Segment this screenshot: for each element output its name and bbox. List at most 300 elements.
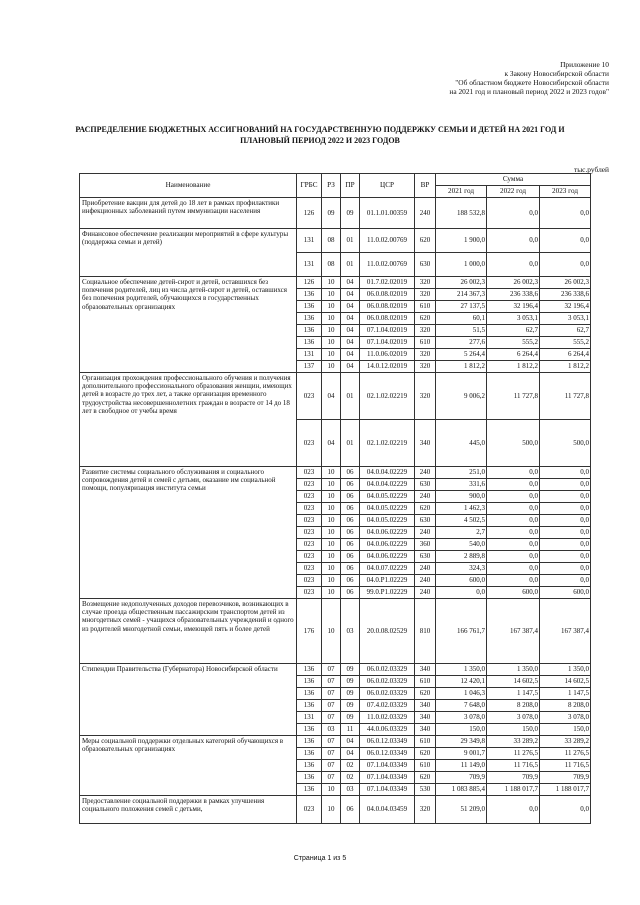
cell-v2023: 500,0 — [540, 420, 591, 467]
cell-v2022: 1 147,5 — [487, 688, 540, 700]
cell-v2021: 1 812,2 — [436, 361, 487, 373]
cell-vr: 240 — [415, 563, 436, 575]
cell-grbs: 131 — [297, 253, 322, 277]
cell-v2021: 29 349,8 — [436, 736, 487, 748]
cell-v2021: 2 889,8 — [436, 551, 487, 563]
row-name: Финансовое обеспечение реализации мероприятий в сфере культуры (поддержка семьи и детей) — [80, 229, 297, 277]
table-body — [80, 198, 591, 824]
cell-v2023: 0,0 — [540, 467, 591, 479]
cell-rz: 07 — [322, 772, 341, 784]
cell-grbs: 136 — [297, 289, 322, 301]
cell-pr: 04 — [341, 313, 360, 325]
cell-vr: 240 — [415, 467, 436, 479]
cell-v2023: 1 812,2 — [540, 361, 591, 373]
cell-vr: 610 — [415, 736, 436, 748]
cell-grbs: 136 — [297, 301, 322, 313]
cell-rz: 10 — [322, 325, 341, 337]
cell-grbs: 131 — [297, 349, 322, 361]
cell-csr: 04.0.04.02229 — [360, 467, 415, 479]
cell-vr: 810 — [415, 599, 436, 664]
cell-v2023: 33 289,2 — [540, 736, 591, 748]
cell-vr: 340 — [415, 420, 436, 467]
row-name: Возмещение недополученных доходов перевозчиков, возникающих в случае проезда общественным пассажирским транспортом детей из многодетных семей - учащихся образовательных учреждений и одного из родителей многодетной семьи, имеющей пять и более детей — [80, 599, 297, 664]
cell-v2023: 555,2 — [540, 337, 591, 349]
cell-rz: 07 — [322, 760, 341, 772]
header-grbs: ГРБС — [297, 174, 322, 198]
cell-vr: 620 — [415, 313, 436, 325]
cell-v2021: 60,1 — [436, 313, 487, 325]
cell-v2021: 188 532,8 — [436, 198, 487, 229]
appendix-line: "Об областном бюджете Новосибирской области — [455, 78, 609, 87]
cell-pr: 06 — [341, 503, 360, 515]
cell-pr: 03 — [341, 784, 360, 796]
cell-v2022: 0,0 — [487, 229, 540, 253]
cell-csr: 11.0.02.03329 — [360, 712, 415, 724]
cell-v2023: 11 276,5 — [540, 748, 591, 760]
cell-vr: 320 — [415, 325, 436, 337]
cell-v2021: 9 006,2 — [436, 373, 487, 420]
cell-v2021: 709,9 — [436, 772, 487, 784]
cell-pr: 06 — [341, 515, 360, 527]
cell-rz: 10 — [322, 539, 341, 551]
cell-rz: 10 — [322, 479, 341, 491]
cell-v2022: 0,0 — [487, 491, 540, 503]
table-row — [80, 467, 591, 479]
cell-v2021: 1 046,3 — [436, 688, 487, 700]
cell-vr: 240 — [415, 527, 436, 539]
cell-vr: 610 — [415, 676, 436, 688]
cell-rz: 10 — [322, 784, 341, 796]
cell-v2022: 32 196,4 — [487, 301, 540, 313]
cell-v2022: 0,0 — [487, 575, 540, 587]
cell-csr: 06.0.12.03349 — [360, 736, 415, 748]
cell-grbs: 176 — [297, 599, 322, 664]
cell-csr: 04.0.05.02229 — [360, 515, 415, 527]
cell-csr: 06.0.08.02019 — [360, 301, 415, 313]
cell-v2021: 445,0 — [436, 420, 487, 467]
cell-grbs: 136 — [297, 748, 322, 760]
header-2021: 2021 год — [436, 186, 487, 198]
cell-pr: 06 — [341, 796, 360, 824]
cell-rz: 10 — [322, 361, 341, 373]
cell-v2021: 331,6 — [436, 479, 487, 491]
cell-v2021: 51 209,0 — [436, 796, 487, 824]
cell-v2022: 33 289,2 — [487, 736, 540, 748]
cell-rz: 10 — [322, 599, 341, 664]
cell-rz: 07 — [322, 688, 341, 700]
cell-grbs: 136 — [297, 760, 322, 772]
table-header — [80, 174, 591, 198]
cell-csr: 07.1.04.03349 — [360, 772, 415, 784]
cell-v2023: 0,0 — [540, 575, 591, 587]
cell-v2021: 150,0 — [436, 724, 487, 736]
cell-v2022: 500,0 — [487, 420, 540, 467]
cell-grbs: 136 — [297, 700, 322, 712]
cell-rz: 10 — [322, 337, 341, 349]
cell-v2023: 709,9 — [540, 772, 591, 784]
cell-csr: 11.0.02.00769 — [360, 253, 415, 277]
cell-v2021: 251,0 — [436, 467, 487, 479]
cell-v2021: 166 761,7 — [436, 599, 487, 664]
cell-v2022: 0,0 — [487, 796, 540, 824]
cell-csr: 07.4.02.03329 — [360, 700, 415, 712]
cell-v2023: 1 147,5 — [540, 688, 591, 700]
cell-v2022: 555,2 — [487, 337, 540, 349]
cell-v2022: 6 264,4 — [487, 349, 540, 361]
cell-v2022: 0,0 — [487, 527, 540, 539]
cell-v2021: 540,0 — [436, 539, 487, 551]
cell-grbs: 023 — [297, 491, 322, 503]
cell-vr: 630 — [415, 479, 436, 491]
cell-v2023: 0,0 — [540, 479, 591, 491]
cell-vr: 610 — [415, 301, 436, 313]
cell-grbs: 136 — [297, 772, 322, 784]
cell-csr: 06.0.02.03329 — [360, 664, 415, 676]
document-title: РАСПРЕДЕЛЕНИЕ БЮДЖЕТНЫХ АССИГНОВАНИЙ НА ГОСУДАРСТВЕННУЮ ПОДДЕРЖКУ СЕМЬИ И ДЕТЕЙ НА 2021 ГОД И ПЛАНОВЫЙ ПЕРИОД 2022 И 2023 ГОДОВ — [75, 125, 565, 145]
cell-v2022: 1 350,0 — [487, 664, 540, 676]
cell-vr: 620 — [415, 748, 436, 760]
cell-grbs: 023 — [297, 503, 322, 515]
cell-v2022: 0,0 — [487, 503, 540, 515]
cell-v2022: 1 812,2 — [487, 361, 540, 373]
appendix-line: к Закону Новосибирской области — [504, 69, 609, 78]
cell-vr: 240 — [415, 587, 436, 599]
header-2022: 2022 год — [487, 186, 540, 198]
cell-rz: 07 — [322, 736, 341, 748]
cell-csr: 04.0.P1.02229 — [360, 575, 415, 587]
cell-vr: 340 — [415, 664, 436, 676]
cell-pr: 11 — [341, 724, 360, 736]
cell-vr: 620 — [415, 229, 436, 253]
cell-pr: 06 — [341, 551, 360, 563]
cell-v2023: 0,0 — [540, 198, 591, 229]
cell-rz: 10 — [322, 575, 341, 587]
cell-pr: 02 — [341, 772, 360, 784]
cell-v2022: 62,7 — [487, 325, 540, 337]
cell-v2022: 150,0 — [487, 724, 540, 736]
cell-vr: 240 — [415, 491, 436, 503]
cell-v2021: 5 264,4 — [436, 349, 487, 361]
cell-rz: 07 — [322, 748, 341, 760]
cell-pr: 02 — [341, 760, 360, 772]
row-name: Организация прохождения профессионального обучения и получения дополнительного профессионального образования женщин, имеющих детей в возрасте до трех лет, а также организация временного трудоустройства несовершеннолетних граждан в возрасте от 14 до 18 лет в свободное от учебы время — [80, 373, 297, 467]
cell-vr: 620 — [415, 772, 436, 784]
cell-grbs: 136 — [297, 313, 322, 325]
cell-grbs: 136 — [297, 676, 322, 688]
cell-rz: 07 — [322, 700, 341, 712]
cell-v2023: 11 727,8 — [540, 373, 591, 420]
cell-v2022: 0,0 — [487, 539, 540, 551]
cell-vr: 320 — [415, 277, 436, 289]
budget-table — [79, 173, 591, 824]
cell-csr: 06.0.08.02019 — [360, 313, 415, 325]
cell-pr: 06 — [341, 587, 360, 599]
page-footer: Страница 1 из 5 — [293, 855, 347, 862]
table-row — [80, 198, 591, 229]
cell-v2023: 62,7 — [540, 325, 591, 337]
cell-pr: 06 — [341, 539, 360, 551]
cell-v2023: 11 716,5 — [540, 760, 591, 772]
table-row — [80, 736, 591, 748]
cell-pr: 04 — [341, 337, 360, 349]
cell-pr: 04 — [341, 289, 360, 301]
cell-v2022: 0,0 — [487, 551, 540, 563]
cell-v2021: 1 462,3 — [436, 503, 487, 515]
cell-v2022: 11 716,5 — [487, 760, 540, 772]
cell-csr: 02.1.02.02219 — [360, 373, 415, 420]
cell-v2023: 3 078,0 — [540, 712, 591, 724]
cell-v2023: 0,0 — [540, 253, 591, 277]
cell-pr: 01 — [341, 253, 360, 277]
cell-v2023: 0,0 — [540, 563, 591, 575]
cell-vr: 630 — [415, 551, 436, 563]
cell-vr: 320 — [415, 289, 436, 301]
cell-rz: 04 — [322, 373, 341, 420]
cell-v2021: 324,3 — [436, 563, 487, 575]
cell-pr: 09 — [341, 676, 360, 688]
cell-v2023: 8 208,0 — [540, 700, 591, 712]
cell-grbs: 023 — [297, 563, 322, 575]
cell-csr: 07.1.04.02019 — [360, 325, 415, 337]
cell-rz: 10 — [322, 551, 341, 563]
cell-rz: 07 — [322, 712, 341, 724]
cell-vr: 620 — [415, 688, 436, 700]
cell-v2022: 0,0 — [487, 253, 540, 277]
cell-rz: 10 — [322, 349, 341, 361]
cell-v2023: 6 264,4 — [540, 349, 591, 361]
cell-pr: 09 — [341, 688, 360, 700]
cell-v2023: 0,0 — [540, 503, 591, 515]
header-vr: ВР — [415, 174, 436, 198]
appendix-block — [349, 60, 609, 96]
cell-v2021: 3 078,0 — [436, 712, 487, 724]
cell-grbs: 023 — [297, 587, 322, 599]
row-name: Развитие системы социального обслуживания и социального сопровождения детей и семей с детьми, оказание им социальной помощи, популяризация института семьи — [80, 467, 297, 599]
cell-v2023: 3 053,1 — [540, 313, 591, 325]
cell-pr: 06 — [341, 467, 360, 479]
cell-v2021: 51,5 — [436, 325, 487, 337]
cell-pr: 04 — [341, 301, 360, 313]
cell-pr: 01 — [341, 373, 360, 420]
cell-csr: 04.0.04.02229 — [360, 479, 415, 491]
cell-v2022: 14 602,5 — [487, 676, 540, 688]
cell-grbs: 126 — [297, 198, 322, 229]
cell-grbs: 023 — [297, 479, 322, 491]
appendix-line: на 2021 год и плановый период 2022 и 2023 годов" — [449, 87, 609, 96]
cell-grbs: 023 — [297, 539, 322, 551]
cell-vr: 630 — [415, 253, 436, 277]
cell-v2022: 0,0 — [487, 479, 540, 491]
cell-v2022: 236 338,6 — [487, 289, 540, 301]
cell-v2023: 0,0 — [540, 229, 591, 253]
cell-grbs: 023 — [297, 373, 322, 420]
cell-v2022: 167 387,4 — [487, 599, 540, 664]
cell-vr: 340 — [415, 724, 436, 736]
cell-vr: 610 — [415, 760, 436, 772]
cell-v2023: 600,0 — [540, 587, 591, 599]
unit-label: тыс.рублей — [573, 165, 609, 174]
cell-v2023: 0,0 — [540, 515, 591, 527]
cell-pr: 04 — [341, 325, 360, 337]
cell-pr: 09 — [341, 712, 360, 724]
table-row — [80, 796, 591, 824]
cell-grbs: 136 — [297, 664, 322, 676]
cell-v2021: 900,0 — [436, 491, 487, 503]
cell-csr: 20.0.08.02529 — [360, 599, 415, 664]
cell-csr: 01.1.01.00359 — [360, 198, 415, 229]
header-rz: РЗ — [322, 174, 341, 198]
cell-pr: 06 — [341, 575, 360, 587]
appendix-line: Приложение 10 — [560, 60, 609, 69]
cell-v2022: 11 276,5 — [487, 748, 540, 760]
cell-grbs: 023 — [297, 467, 322, 479]
cell-v2023: 14 602,5 — [540, 676, 591, 688]
cell-pr: 06 — [341, 479, 360, 491]
cell-v2022: 3 078,0 — [487, 712, 540, 724]
table-row — [80, 277, 591, 289]
cell-pr: 04 — [341, 277, 360, 289]
cell-pr: 06 — [341, 527, 360, 539]
cell-grbs: 023 — [297, 527, 322, 539]
cell-v2021: 4 502,5 — [436, 515, 487, 527]
cell-rz: 08 — [322, 253, 341, 277]
table-row — [80, 664, 591, 676]
cell-v2022: 709,9 — [487, 772, 540, 784]
cell-rz: 10 — [322, 491, 341, 503]
cell-grbs: 136 — [297, 688, 322, 700]
cell-v2023: 0,0 — [540, 491, 591, 503]
cell-v2022: 1 188 017,7 — [487, 784, 540, 796]
cell-rz: 10 — [322, 289, 341, 301]
cell-v2021: 277,6 — [436, 337, 487, 349]
table-row — [80, 599, 591, 664]
cell-vr: 320 — [415, 361, 436, 373]
cell-rz: 10 — [322, 587, 341, 599]
cell-vr: 530 — [415, 784, 436, 796]
row-name: Социальное обеспечение детей-сирот и детей, оставшихся без попечения родителей, лиц из числа детей-сирот и детей, оставшихся без попечения родителей, обучающихся в государственных образовательных организациях — [80, 277, 297, 373]
row-name: Приобретение вакцин для детей до 18 лет в рамках профилактики инфекционных заболеваний путем иммунизации населения — [80, 198, 297, 229]
cell-pr: 06 — [341, 563, 360, 575]
cell-grbs: 131 — [297, 229, 322, 253]
cell-grbs: 023 — [297, 575, 322, 587]
cell-csr: 11.0.02.00769 — [360, 229, 415, 253]
cell-rz: 10 — [322, 563, 341, 575]
cell-pr: 04 — [341, 736, 360, 748]
cell-vr: 320 — [415, 796, 436, 824]
cell-v2021: 1 350,0 — [436, 664, 487, 676]
cell-rz: 10 — [322, 515, 341, 527]
cell-csr: 04.0.06.02229 — [360, 539, 415, 551]
cell-pr: 04 — [341, 349, 360, 361]
cell-v2022: 0,0 — [487, 515, 540, 527]
cell-csr: 01.7.02.02019 — [360, 277, 415, 289]
cell-rz: 10 — [322, 527, 341, 539]
row-name: Меры социальной поддержки отдельных категорий обучающихся в образовательных организациях — [80, 736, 297, 796]
cell-pr: 04 — [341, 748, 360, 760]
cell-v2022: 0,0 — [487, 198, 540, 229]
header-2023: 2023 год — [540, 186, 591, 198]
cell-csr: 06.0.02.03329 — [360, 676, 415, 688]
cell-pr: 09 — [341, 198, 360, 229]
cell-grbs: 136 — [297, 325, 322, 337]
cell-rz: 07 — [322, 664, 341, 676]
cell-v2021: 214 367,3 — [436, 289, 487, 301]
cell-vr: 240 — [415, 198, 436, 229]
cell-csr: 04.0.06.02229 — [360, 551, 415, 563]
cell-vr: 240 — [415, 575, 436, 587]
cell-vr: 630 — [415, 515, 436, 527]
cell-v2022: 0,0 — [487, 467, 540, 479]
cell-rz: 10 — [322, 503, 341, 515]
cell-v2023: 1 350,0 — [540, 664, 591, 676]
cell-v2021: 0,0 — [436, 587, 487, 599]
cell-pr: 01 — [341, 229, 360, 253]
cell-pr: 09 — [341, 700, 360, 712]
header-name: Наименование — [80, 174, 297, 198]
cell-vr: 340 — [415, 700, 436, 712]
cell-v2021: 11 149,0 — [436, 760, 487, 772]
cell-grbs: 137 — [297, 361, 322, 373]
cell-v2022: 0,0 — [487, 563, 540, 575]
cell-rz: 07 — [322, 676, 341, 688]
cell-v2021: 12 420,1 — [436, 676, 487, 688]
cell-csr: 06.0.08.02019 — [360, 289, 415, 301]
cell-vr: 340 — [415, 712, 436, 724]
cell-csr: 99.0.P1.02229 — [360, 587, 415, 599]
cell-grbs: 136 — [297, 724, 322, 736]
cell-grbs: 023 — [297, 515, 322, 527]
cell-vr: 360 — [415, 539, 436, 551]
cell-rz: 09 — [322, 198, 341, 229]
cell-v2022: 26 002,3 — [487, 277, 540, 289]
cell-vr: 620 — [415, 503, 436, 515]
cell-csr: 02.1.02.02219 — [360, 420, 415, 467]
cell-csr: 04.0.07.02229 — [360, 563, 415, 575]
cell-csr: 04.0.05.02229 — [360, 503, 415, 515]
cell-v2023: 0,0 — [540, 551, 591, 563]
cell-rz: 04 — [322, 420, 341, 467]
cell-csr: 06.0.02.03329 — [360, 688, 415, 700]
table-row — [80, 373, 591, 420]
cell-rz: 10 — [322, 277, 341, 289]
cell-pr: 09 — [341, 664, 360, 676]
cell-v2023: 1 188 017,7 — [540, 784, 591, 796]
cell-v2021: 1 083 885,4 — [436, 784, 487, 796]
cell-grbs: 136 — [297, 736, 322, 748]
row-name: Стипендии Правительства (Губернатора) Новосибирской области — [80, 664, 297, 736]
header-sum: Сумма — [436, 174, 591, 186]
cell-csr: 04.0.06.02229 — [360, 527, 415, 539]
cell-rz: 10 — [322, 796, 341, 824]
cell-csr: 44.0.06.03329 — [360, 724, 415, 736]
cell-v2021: 600,0 — [436, 575, 487, 587]
cell-csr: 07.1.04.03349 — [360, 760, 415, 772]
cell-grbs: 131 — [297, 712, 322, 724]
cell-v2023: 0,0 — [540, 527, 591, 539]
cell-pr: 01 — [341, 420, 360, 467]
cell-v2023: 167 387,4 — [540, 599, 591, 664]
cell-v2022: 8 208,0 — [487, 700, 540, 712]
cell-csr: 04.0.04.03459 — [360, 796, 415, 824]
cell-csr: 14.0.12.02019 — [360, 361, 415, 373]
cell-grbs: 126 — [297, 277, 322, 289]
header-pr: ПР — [341, 174, 360, 198]
cell-rz: 08 — [322, 229, 341, 253]
cell-v2022: 11 727,8 — [487, 373, 540, 420]
table-row — [80, 229, 591, 253]
cell-csr: 07.1.04.02019 — [360, 337, 415, 349]
cell-v2021: 26 002,3 — [436, 277, 487, 289]
